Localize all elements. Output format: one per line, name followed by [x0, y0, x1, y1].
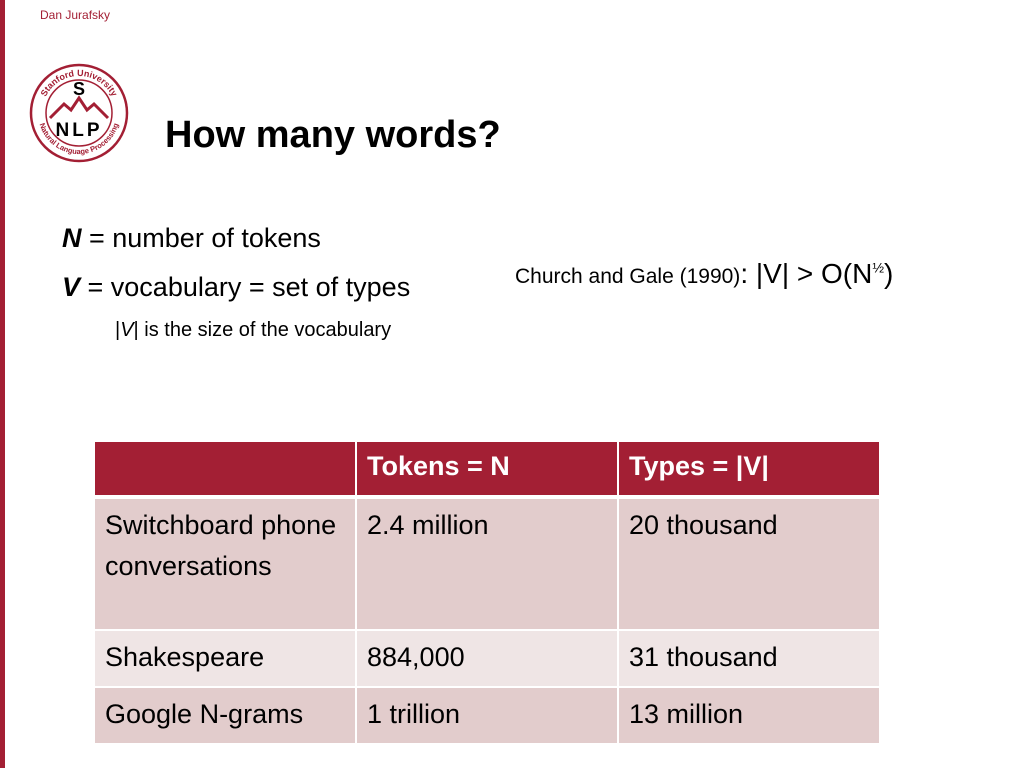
header-tokens: Tokens = N — [356, 441, 618, 497]
formula — [740, 258, 893, 289]
n-definition-text: = number of tokens — [81, 223, 321, 253]
author-name: Dan Jurafsky — [40, 8, 111, 22]
svg-text:Natural Language Processing: Natural Language Processing — [37, 121, 121, 157]
table-row — [94, 687, 880, 744]
header-corpus — [94, 441, 356, 497]
corpus-stats-table — [93, 440, 881, 745]
cell-types: 13 million — [618, 687, 880, 744]
logo-letters-nlp: NLP — [55, 120, 103, 141]
cell-corpus: Shakespeare — [94, 630, 356, 687]
cell-corpus: Google N-grams — [94, 687, 356, 744]
formula-pre: : |V| > O(N — [740, 258, 873, 289]
header-types: Types = |V| — [618, 441, 880, 497]
v-definition-text: = vocabulary = set of types — [80, 272, 411, 302]
cell-types: 20 thousand — [618, 497, 880, 630]
table-row — [94, 630, 880, 687]
formula-post: ) — [884, 258, 894, 289]
vocabulary-size-note — [115, 319, 391, 342]
citation: Church and Gale (1990) — [515, 265, 741, 288]
definition-v — [62, 272, 410, 303]
left-accent-bar — [0, 0, 5, 768]
cell-tokens: 884,000 — [356, 630, 618, 687]
definition-n — [62, 223, 321, 254]
sub-pre: | — [115, 319, 121, 341]
cell-tokens: 1 trillion — [356, 687, 618, 744]
n-symbol: N — [62, 223, 82, 253]
formula-exponent: ½ — [872, 259, 885, 276]
v-symbol: V — [62, 272, 81, 302]
table-header-row — [94, 441, 880, 497]
svg-text:Stanford University: Stanford University — [38, 67, 120, 99]
cell-tokens: 2.4 million — [356, 497, 618, 630]
church-gale-formula — [515, 258, 893, 290]
sub-post: | is the size of the vocabulary — [133, 319, 392, 341]
logo-letter-s: S — [72, 79, 86, 99]
table-row — [94, 497, 880, 630]
sub-symbol: V — [120, 319, 134, 341]
stanford-nlp-logo — [28, 46, 130, 180]
slide-title: How many words? — [165, 114, 501, 156]
cell-types: 31 thousand — [618, 630, 880, 687]
cell-corpus: Switchboard phone conversations — [94, 497, 356, 630]
